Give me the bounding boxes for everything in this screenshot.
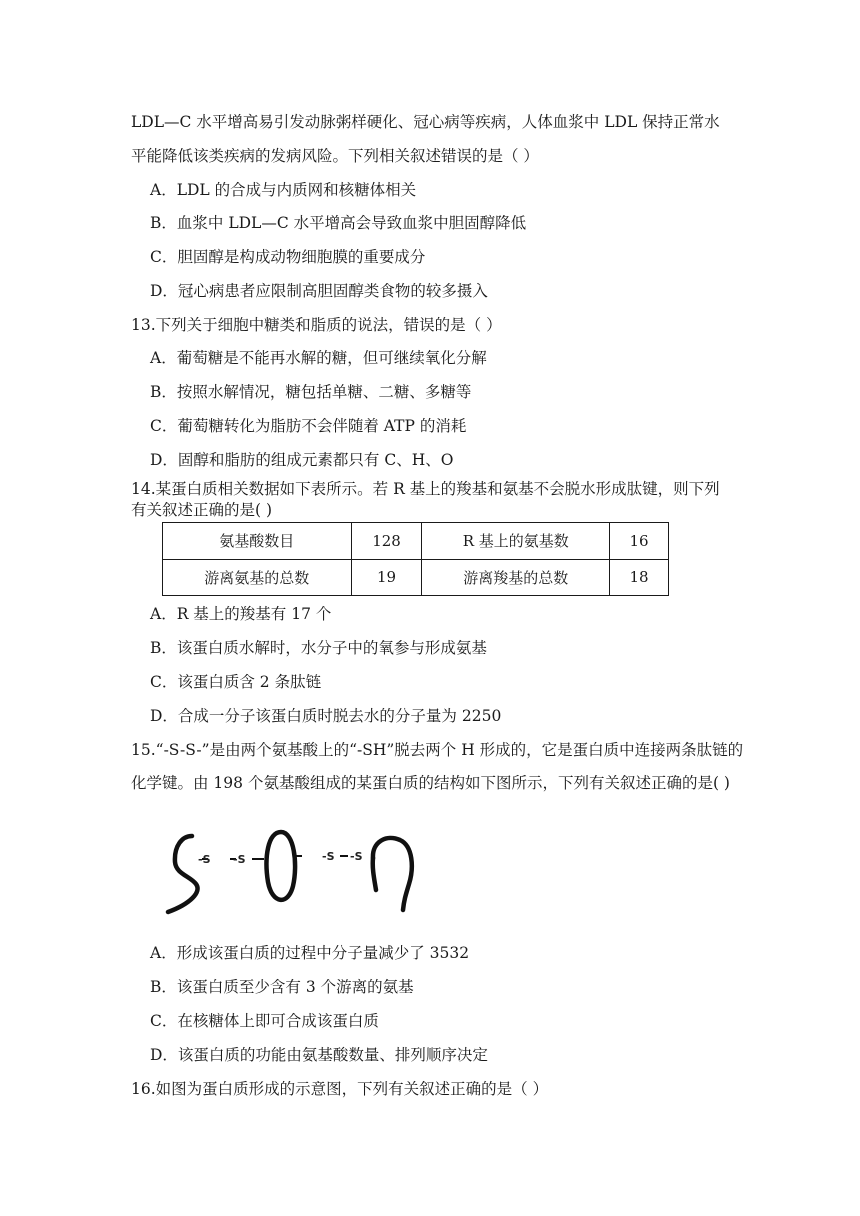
q13-stem: 13.下列关于细胞中糖类和脂质的说法，错误的是（ ） (131, 316, 502, 334)
q14-data-table (162, 522, 669, 596)
q14-option-b: B．该蛋白质水解时，水分子中的氧参与形成氨基 (150, 639, 487, 657)
q14-stem-line2: 有关叙述正确的是( ) (131, 501, 273, 519)
peptide-chain-left (168, 836, 198, 912)
q15-stem-line2: 化学键。由 198 个氨基酸组成的某蛋白质的结构如下图所示，下列有关叙述正确的是( ) (131, 774, 730, 792)
q12-option-d: D．冠心病患者应限制高胆固醇类食物的较多摄入 (150, 282, 488, 300)
table-cell: 19 (351, 559, 422, 596)
q12-option-a: A．LDL 的合成与内质网和核糖体相关 (150, 181, 417, 199)
disulfide-label: -S (198, 853, 211, 866)
table-row (163, 559, 669, 596)
table-cell: 128 (351, 523, 422, 560)
q14-option-a: A．R 基上的羧基有 17 个 (150, 605, 332, 623)
peptide-chain-middle (267, 832, 296, 900)
q15-option-b: B．该蛋白质至少含有 3 个游离的氨基 (150, 978, 414, 996)
q15-option-c: C．在核糖体上即可合成该蛋白质 (150, 1012, 379, 1030)
disulfide-label: -S (233, 853, 246, 866)
table-cell: R 基上的氨基数 (422, 523, 610, 560)
q14-stem-line1: 14.某蛋白质相关数据如下表所示。若 R 基上的羧基和氨基不会脱水形成肽键，则下列 (131, 480, 720, 498)
q12-option-b: B．血浆中 LDL—C 水平增高会导致血浆中胆固醇降低 (150, 214, 527, 232)
disulfide-label: -S (350, 850, 363, 863)
q13-option-c: C．葡萄糖转化为脂肪不会伴随着 ATP 的消耗 (150, 417, 467, 435)
q16-stem: 16.如图为蛋白质形成的示意图，下列有关叙述正确的是（ ） (131, 1080, 549, 1098)
q12-option-c: C．胆固醇是构成动物细胞膜的重要成分 (150, 248, 426, 266)
q13-option-a: A．葡萄糖是不能再水解的糖，但可继续氧化分解 (150, 349, 487, 367)
q15-stem-line1: 15.“-S-S-”是由两个氨基酸上的“-SH”脱去两个 H 形成的，它是蛋白质中连接两条肽链的 (131, 741, 744, 759)
q15-option-a: A．形成该蛋白质的过程中分子量减少了 3532 (150, 944, 470, 962)
q12-stem-line2: 平能降低该类疾病的发病风险。下列相关叙述错误的是（ ） (131, 147, 539, 165)
table-cell: 16 (610, 523, 669, 560)
table-cell: 氨基酸数目 (163, 523, 352, 560)
q12-stem-line1: LDL—C 水平增高易引发动脉粥样硬化、冠心病等疾病，人体血浆中 LDL 保持正常水 (131, 113, 720, 131)
table-cell: 游离氨基的总数 (163, 559, 352, 596)
disulfide-protein-diagram (160, 812, 430, 924)
q13-option-b: B．按照水解情况，糖包括单糖、二糖、多糖等 (150, 383, 472, 401)
peptide-chain-right-stub (373, 858, 376, 890)
peptide-chain-right (373, 838, 412, 910)
q14-option-c: C．该蛋白质含 2 条肽链 (150, 673, 322, 691)
q15-option-d: D．该蛋白质的功能由氨基酸数量、排列顺序决定 (150, 1046, 488, 1064)
table-cell: 18 (610, 559, 669, 596)
table-cell: 游离羧基的总数 (422, 559, 610, 596)
disulfide-label: -S (322, 850, 335, 863)
table-row (163, 523, 669, 560)
q14-option-d: D．合成一分子该蛋白质时脱去水的分子量为 2250 (150, 707, 502, 725)
q13-option-d: D．固醇和脂肪的组成元素都只有 C、H、O (150, 451, 454, 469)
